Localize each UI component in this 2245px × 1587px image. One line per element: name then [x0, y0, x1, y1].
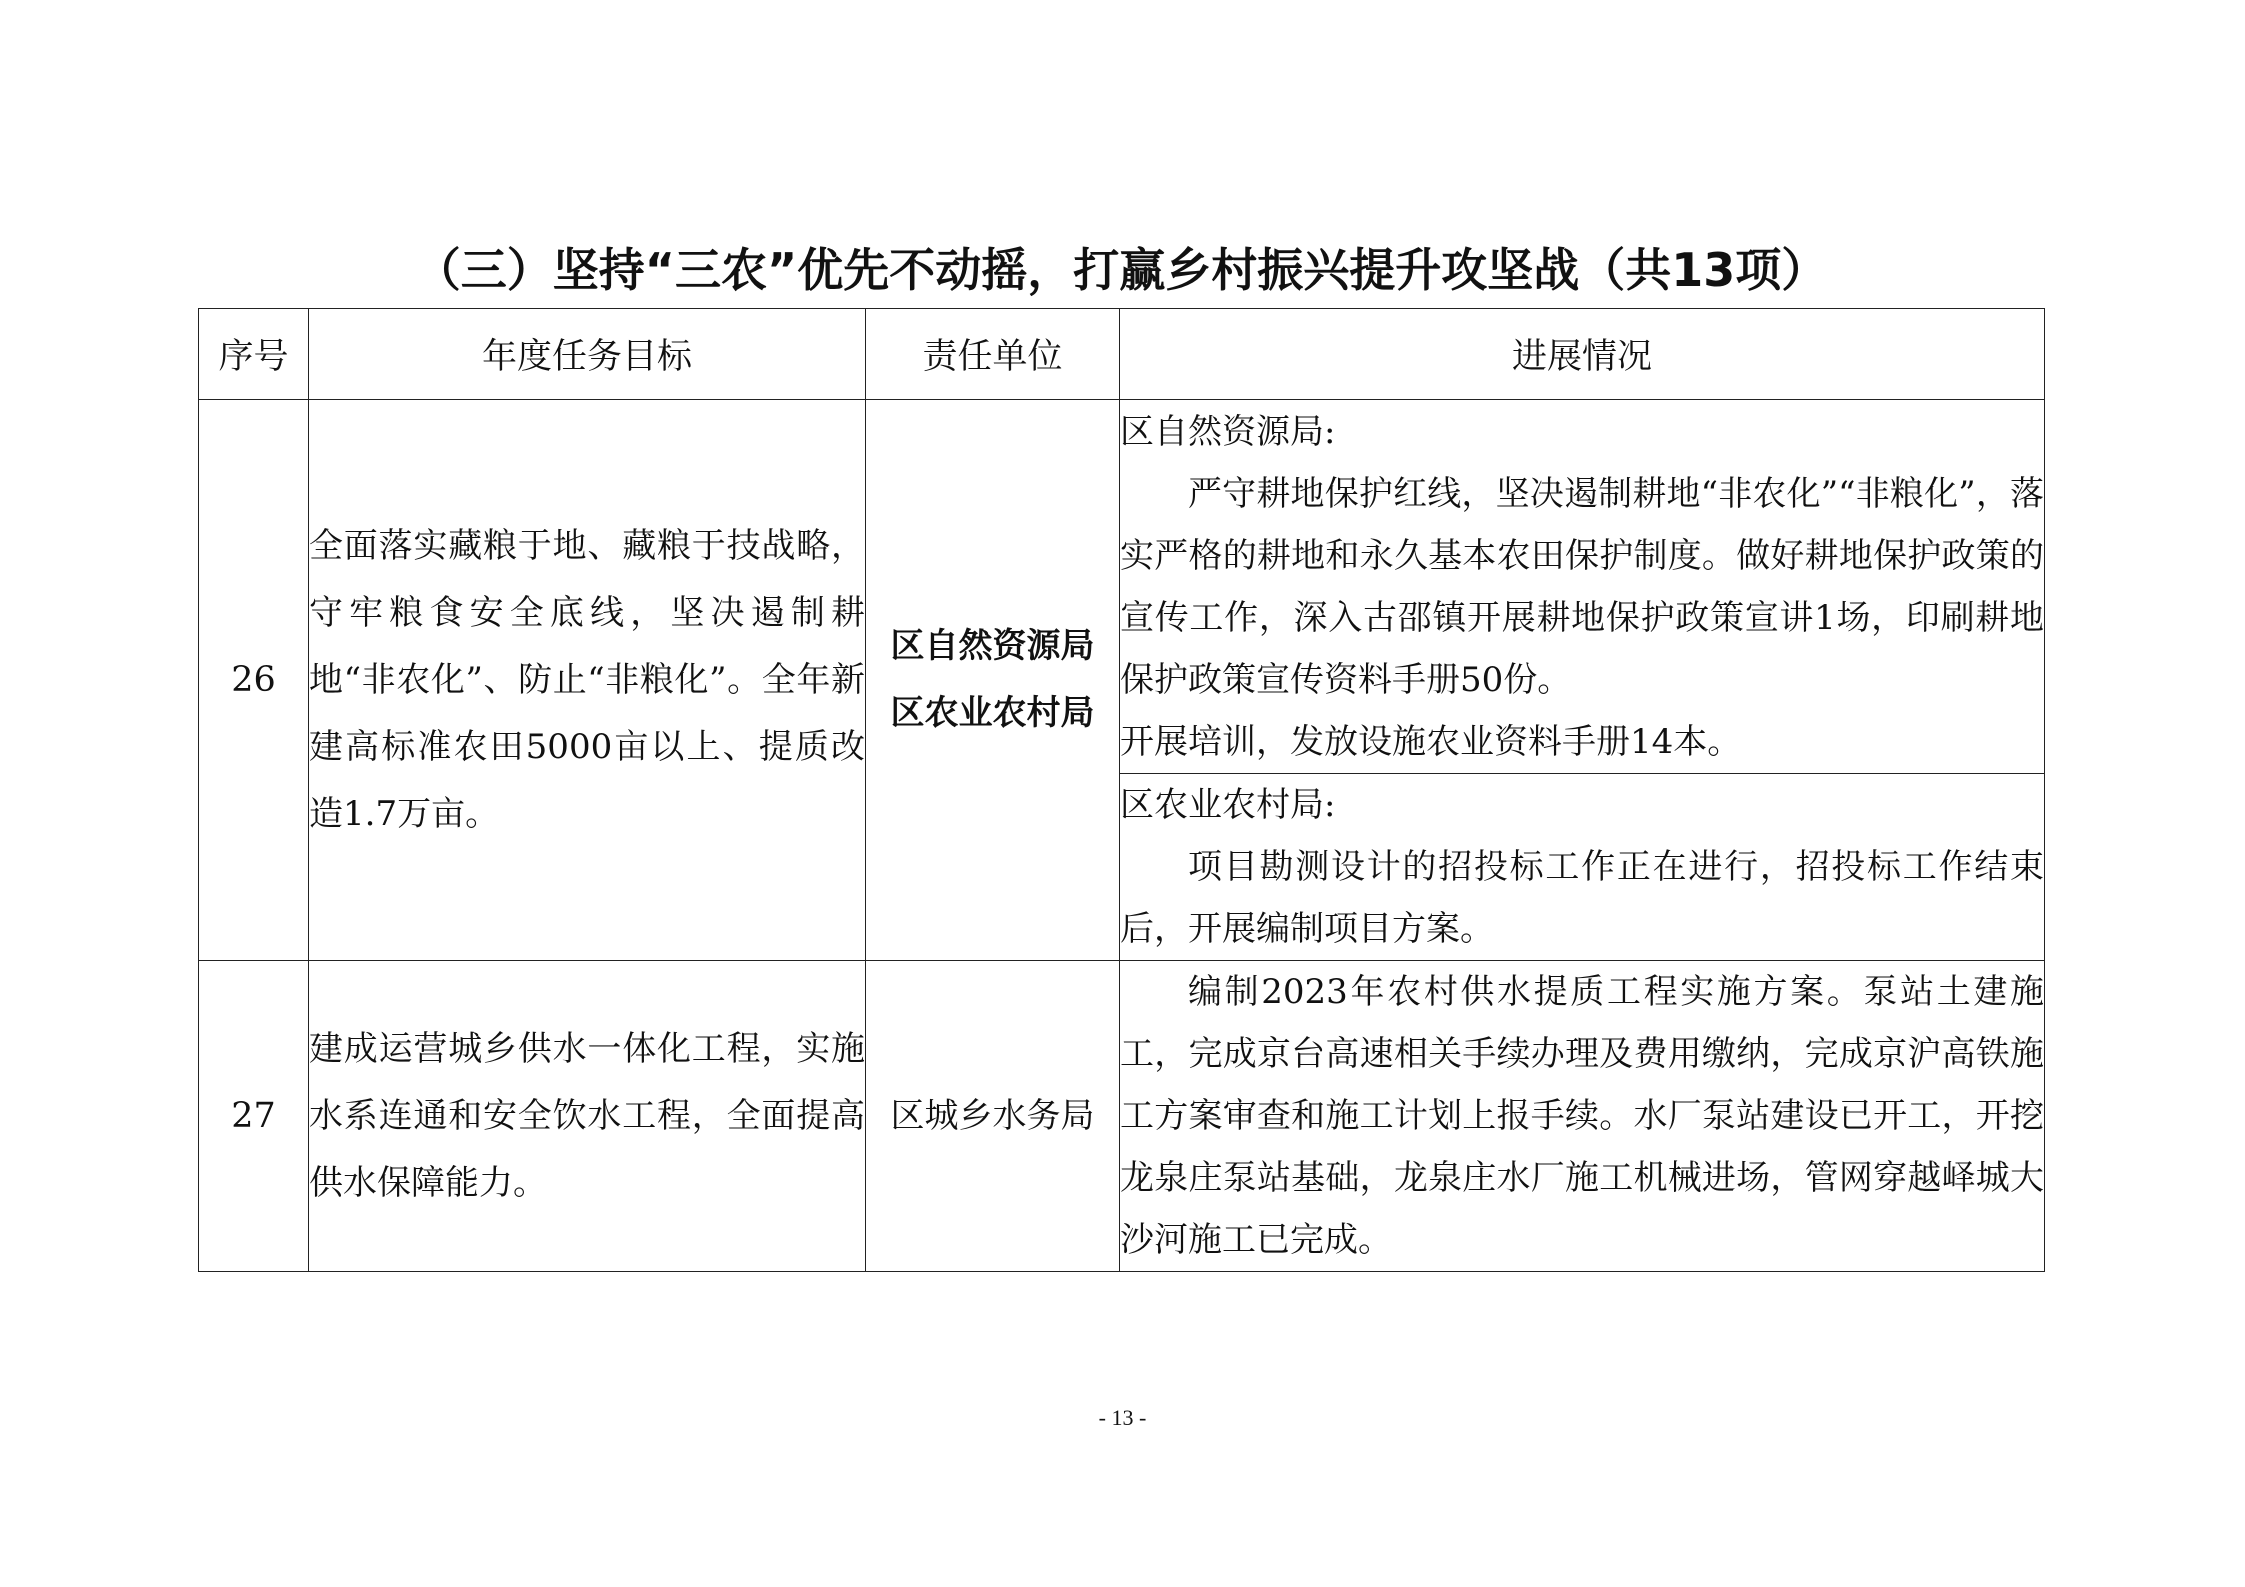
responsible-unit: 区自然资源局: [890, 626, 1095, 666]
header-goal: 年度任务目标: [309, 309, 866, 400]
row-number: 26: [199, 400, 309, 961]
progress-cell: [1120, 961, 2045, 1272]
header-no: 序号: [199, 309, 309, 400]
progress-text: 严守耕地保护红线，坚决遏制耕地“非农化”“非粮化”，落实严格的耕地和永久基本农田保护制度。做好耕地保护政策的宣传工作，深入古邵镇开展耕地保护政策宣讲1场，印刷耕地保护政策宣传资料手册50份。: [1120, 473, 2044, 700]
task-goal: 全面落实藏粮于地、藏粮于技战略，守牢粮食安全底线，坚决遏制耕地“非农化”、防止“非粮化”。全年新建高标准农田5000亩以上、提质改造1.7万亩。: [309, 400, 866, 961]
page-number: - 13 -: [1098, 1405, 1147, 1430]
table-header-row: [199, 309, 2045, 400]
row-number: 27: [199, 961, 309, 1272]
progress-unit-label: 区农业农村局:: [1120, 785, 1336, 825]
progress-unit-label: 区自然资源局:: [1120, 411, 1336, 452]
table-row: [199, 400, 2045, 774]
responsible-unit: 区农业农村局: [890, 693, 1095, 733]
section-title: （三）坚持“三农”优先不动摇，打赢乡村振兴提升攻坚战（共13项）: [414, 243, 1828, 297]
progress-text: 编制2023年农村供水提质工程实施方案。泵站土建施工，完成京台高速相关手续办理及费用缴纳，完成京沪高铁施工方案审查和施工计划上报手续。水厂泵站建设已开工，开挖龙泉庄泵站基础，龙泉庄水厂施工机械进场，管网穿越峄城大沙河施工已完成。: [1120, 972, 2044, 1260]
responsible-unit: 区城乡水务局: [866, 961, 1120, 1272]
table-row: [199, 961, 2045, 1272]
header-unit: 责任单位: [866, 309, 1120, 400]
responsible-units: [866, 400, 1120, 961]
task-goal: 建成运营城乡供水一体化工程，实施水系连通和安全饮水工程，全面提高供水保障能力。: [309, 961, 866, 1272]
progress-text: 开展培训，发放设施农业资料手册14本。: [1120, 721, 1742, 762]
progress-cell: [1120, 400, 2045, 774]
progress-text: 项目勘测设计的招投标工作正在进行，招投标工作结束后，开展编制项目方案。: [1120, 847, 2044, 949]
progress-cell: [1120, 774, 2045, 961]
header-progress: 进展情况: [1120, 309, 2045, 400]
progress-table: [198, 308, 2045, 1272]
